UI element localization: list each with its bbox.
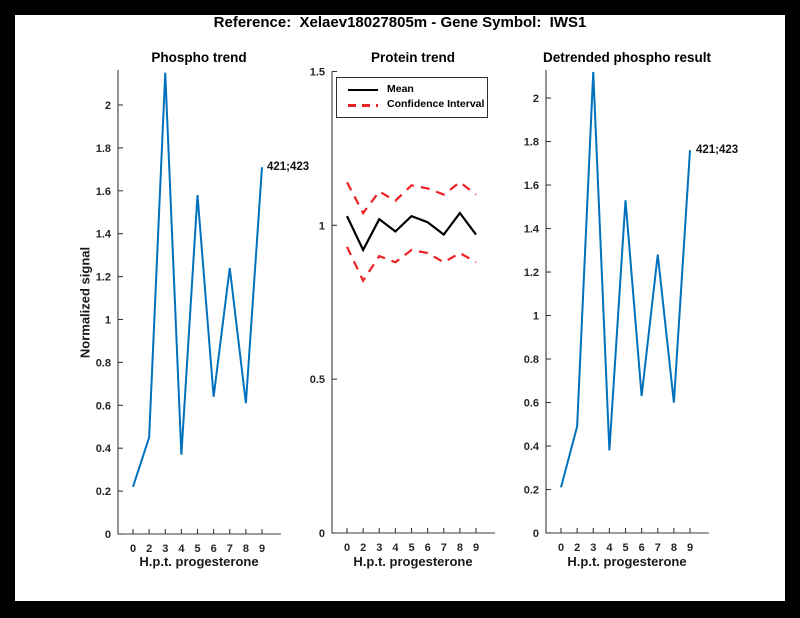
x-tick-label: 3 xyxy=(590,542,597,554)
x-tick-label: 9 xyxy=(686,542,694,554)
x-tick-label: 4 xyxy=(178,543,185,555)
x-tick-label: 0 xyxy=(557,542,565,554)
y-tick-label: 2 xyxy=(532,93,539,106)
axes-spines xyxy=(118,70,281,534)
annotation-detrended-421-423: 421;423 xyxy=(696,144,739,156)
panel-phospho-trend xyxy=(96,70,281,555)
legend-box xyxy=(336,77,488,118)
panel-title-phospho-trend: Phospho trend xyxy=(151,50,247,65)
y-tick-label: 1.8 xyxy=(523,136,539,149)
y-tick-label: 1.8 xyxy=(95,142,111,155)
x-tick-label: 7 xyxy=(226,543,233,555)
x-tick-label: 9 xyxy=(472,542,480,554)
y-tick-label: 0.6 xyxy=(523,397,539,410)
panel-title-protein-trend: Protein trend xyxy=(370,50,455,65)
x-tick-label: 7 xyxy=(654,542,661,554)
x-axis-label-3: H.p.t. progesterone xyxy=(567,554,687,569)
y-axis-label-normalized-signal: Normalized signal xyxy=(77,246,93,359)
y-tick-label: 0.2 xyxy=(95,486,111,499)
x-tick-label: 5 xyxy=(194,543,201,555)
x-tick-label: 5 xyxy=(622,542,629,554)
x-tick-label: 4 xyxy=(392,542,399,554)
legend-row-mean xyxy=(348,84,487,96)
series-confidence-interval-lower xyxy=(347,247,476,281)
y-tick-label: 1.4 xyxy=(95,228,111,241)
x-tick-label: 5 xyxy=(408,542,415,554)
legend-label-confidence-interval: Confidence Interval xyxy=(387,98,485,111)
panel-protein-trend xyxy=(310,67,495,555)
legend-label-mean: Mean xyxy=(387,82,414,95)
y-tick-label: 0.4 xyxy=(523,441,539,454)
x-tick-label: 6 xyxy=(424,542,431,554)
x-tick-label: 8 xyxy=(242,543,249,555)
x-tick-label: 6 xyxy=(638,542,645,554)
x-tick-label: 9 xyxy=(258,543,266,555)
series-mean xyxy=(347,213,476,250)
confidence-interval-line-sample-icon xyxy=(348,104,378,107)
y-tick-label: 1 xyxy=(104,314,111,327)
x-tick-label: 6 xyxy=(210,543,217,555)
x-tick-label: 2 xyxy=(574,542,581,554)
series-confidence-interval-upper xyxy=(347,182,476,213)
y-tick-label: 1.2 xyxy=(95,271,111,284)
panel-title-detrended-phospho: Detrended phospho result xyxy=(542,50,711,65)
y-tick-label: 0 xyxy=(104,529,111,541)
x-tick-label: 8 xyxy=(670,542,677,554)
y-tick-label: 0.2 xyxy=(523,484,539,497)
series-phospho-signal xyxy=(133,73,262,487)
y-tick-label: 1.6 xyxy=(95,185,111,198)
y-tick-label: 2 xyxy=(104,99,111,112)
y-tick-label: 1.6 xyxy=(523,180,539,193)
x-tick-label: 3 xyxy=(376,542,383,554)
x-axis-label-1: H.p.t. progesterone xyxy=(139,554,259,569)
mean-line-sample-icon xyxy=(348,89,378,91)
axes-spines xyxy=(546,70,709,533)
panel-detrended-phospho xyxy=(524,70,709,554)
x-tick-label: 2 xyxy=(360,542,367,554)
y-tick-label: 1 xyxy=(318,220,325,233)
x-tick-label: 3 xyxy=(162,543,169,555)
figure-title: Reference: Xelaev18027805m - Gene Symbol: IWS1 xyxy=(213,14,587,31)
y-tick-label: 1.2 xyxy=(523,267,539,280)
annotation-phospho-421-423: 421;423 xyxy=(267,161,310,173)
x-tick-label: 0 xyxy=(343,542,351,554)
y-tick-label: 0.8 xyxy=(95,357,111,370)
axes-spines xyxy=(332,72,495,534)
y-tick-label: 1 xyxy=(532,310,539,323)
x-tick-label: 0 xyxy=(129,543,137,555)
x-axis-label-2: H.p.t. progesterone xyxy=(353,554,473,569)
x-tick-label: 4 xyxy=(606,542,613,554)
x-tick-label: 7 xyxy=(440,542,447,554)
y-tick-label: 1.4 xyxy=(523,223,539,236)
y-tick-label: 0.4 xyxy=(95,443,111,456)
y-tick-label: 0.8 xyxy=(523,354,539,367)
x-tick-label: 2 xyxy=(146,543,153,555)
series-detrended-signal xyxy=(561,72,690,487)
y-tick-label: 1.5 xyxy=(309,66,325,79)
y-tick-label: 0 xyxy=(318,528,325,540)
y-tick-label: 0 xyxy=(532,528,539,540)
legend-row-confidence-interval xyxy=(348,99,487,111)
x-tick-label: 8 xyxy=(456,542,463,554)
y-tick-label: 0.5 xyxy=(309,374,325,387)
y-tick-label: 0.6 xyxy=(95,400,111,413)
